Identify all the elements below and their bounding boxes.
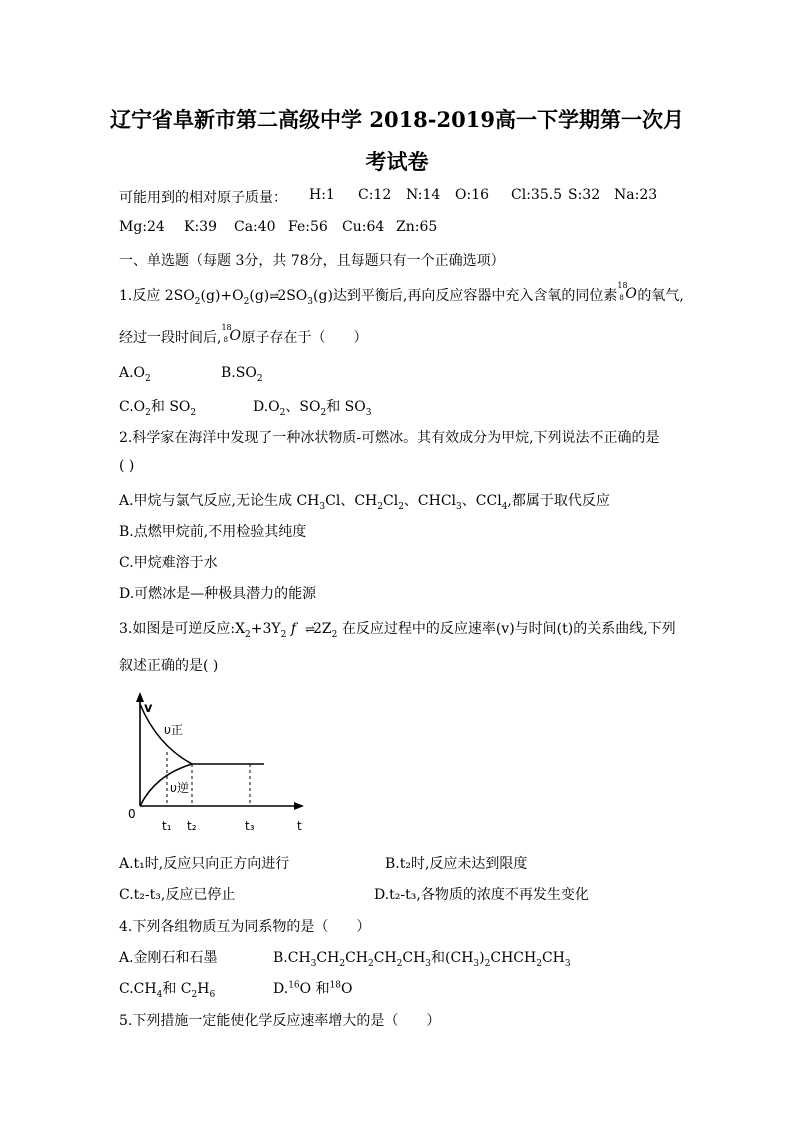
atomic-mass-zn: Zn:65 xyxy=(396,219,438,235)
q2-option-b: B.点燃甲烷前,不用检验其纯度 xyxy=(119,524,307,540)
question-1-stem: 1.反应 $2SO_2(g)+O_2(g)\rightleftharpoons 2SO_3(g)$达到平衡后,再向反应容器中充入含氧的同位素 18 8 O 的氧气, xyxy=(119,281,684,307)
y-axis-arrow-icon xyxy=(136,692,144,702)
atomic-mass-fe: Fe:56 xyxy=(288,219,328,235)
rate-time-graph xyxy=(118,688,318,838)
question-1-stem-line2: 经过一段时间后, 18 8 O 原子存在于（ ） xyxy=(119,323,368,346)
question-3-stem: 3.如图是可逆反应$:X_2+3Y_2$ f $\rightleftharpoons 2Z_2$ 在反应过程中的反应速率(v)与时间(t)的关系曲线,下列 xyxy=(119,621,676,640)
atomic-mass-label: 可能用到的相对原子质量： xyxy=(119,190,287,206)
q2-option-d: D.可燃冰是—种极具潜力的能源 xyxy=(119,586,317,602)
q3-option-b: B.t₂时,反应未达到限度 xyxy=(385,856,528,872)
q4-option-d: D.$^{16}$O 和$^{18}$O xyxy=(273,980,353,997)
q2-option-a: A.甲烷与氯气反应,无论生成 $CH_3Cl$、$CH_2Cl_2$、CHCl$_3$、CCl$_4$,都属于取代反应 xyxy=(119,493,610,512)
exam-title-line2: 考试卷 xyxy=(365,149,429,174)
question-2-stem-line2: ( ) xyxy=(119,458,135,474)
t1-label: t₁ xyxy=(162,819,172,833)
oxygen-18-isotope: 18 8 O xyxy=(617,281,637,302)
q1-option-d: $D.O_2$、$SO_2$和 $SO_3$ xyxy=(253,399,372,418)
q3-option-d: D.t₂-t₃,各物质的浓度不再发生变化 xyxy=(374,887,589,903)
reverse-rate-label: υ逆 xyxy=(170,781,189,795)
t3-label: t₃ xyxy=(245,819,255,833)
atomic-mass-c: C:12 xyxy=(358,187,392,203)
q1-option-b: $B.SO_2$ xyxy=(221,365,263,384)
oxygen-18-isotope: 18 8 O xyxy=(221,323,241,344)
x-axis-label: t xyxy=(297,819,302,833)
atomic-mass-n: N:14 xyxy=(406,187,441,203)
reversible-arrow-icon: ⇌ xyxy=(304,622,314,636)
q1-option-c: $C.O_2$和 $SO_2$ xyxy=(119,399,197,418)
question-3-stem-line2: 叙述正确的是( ) xyxy=(119,658,219,674)
section-heading: 一、单选题（每题 3分，共 78分，且每题只有一个正确选项） xyxy=(119,253,505,269)
atomic-mass-o: O:16 xyxy=(455,187,490,203)
atomic-mass-na: Na:23 xyxy=(614,187,658,203)
atomic-mass-ca: Ca:40 xyxy=(234,219,276,235)
question-4-stem: 4.下列各组物质互为同系物的是（ ） xyxy=(119,919,371,935)
origin-label: 0 xyxy=(128,807,136,821)
atomic-mass-s: S:32 xyxy=(568,187,601,203)
atomic-mass-h: H:1 xyxy=(309,187,335,203)
exam-title-line1: 辽宁省阜新市第二高级中学 2018-2019高一下学期第一次月 xyxy=(110,107,684,132)
x-axis-arrow-icon xyxy=(294,802,304,810)
q2-option-c: C.甲烷难溶于水 xyxy=(119,555,218,571)
question-2-stem: 2.科学家在海洋中发现了一种冰状物质-可燃冰。其有效成分为甲烷,下列说法不正确的是 xyxy=(119,430,660,446)
reversible-arrow-icon: ⇌ xyxy=(269,289,278,303)
atomic-mass-k: K:39 xyxy=(184,219,217,235)
atomic-mass-cl: Cl:35.5 xyxy=(511,187,563,203)
t2-label: t₂ xyxy=(187,819,197,833)
atomic-mass-cu: Cu:64 xyxy=(342,219,385,235)
q4-option-b: $B.CH_3CH_2CH_2CH_2CH_3$和$(CH_3)_2CHCH_2CH_3$ xyxy=(273,950,571,969)
forward-rate-label: υ正 xyxy=(164,723,183,737)
q3-option-a: A.t₁时,反应只向正方向进行 xyxy=(119,856,290,872)
atomic-mass-mg: Mg:24 xyxy=(119,219,165,235)
q3-option-c: C.t₂-t₃,反应已停止 xyxy=(119,887,236,903)
question-5-stem: 5.下列措施一定能使化学反应速率增大的是（ ） xyxy=(119,1013,441,1029)
q4-option-a: A.金刚石和石墨 xyxy=(119,950,218,966)
y-axis-label: v xyxy=(144,701,153,716)
q4-option-c: $C.CH_4$和 $C_2H_6$ xyxy=(119,981,216,1000)
q1-option-a: $A.O_2$ xyxy=(119,365,151,384)
